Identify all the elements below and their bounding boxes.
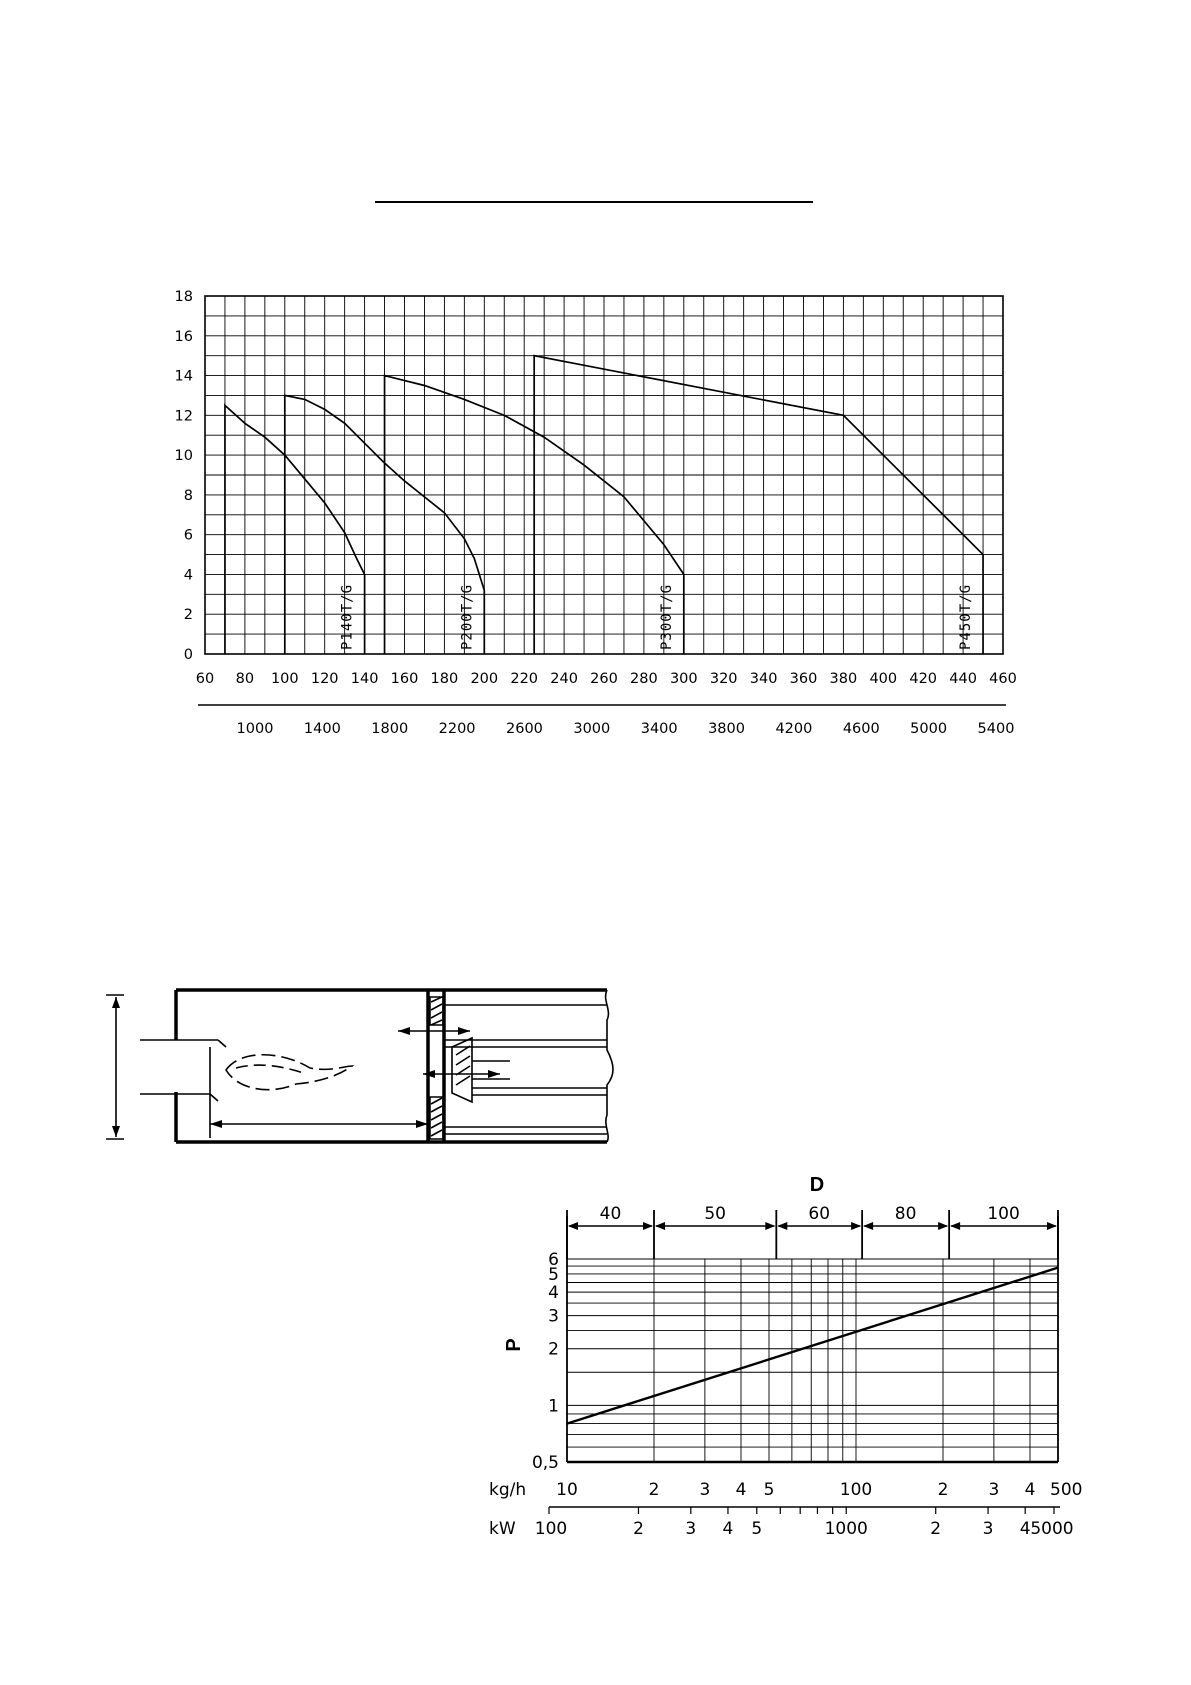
x-tick-label: 160 (390, 671, 419, 687)
band-arrowhead (643, 1222, 653, 1230)
x-tick-label: 200 (470, 671, 499, 687)
y-tick-label: 4 (548, 1283, 559, 1304)
y-tick-label: 3 (548, 1306, 559, 1327)
y-tick-label: 2 (183, 607, 193, 624)
y-tick-label: 4 (183, 567, 193, 584)
kw-tick-label: 5 (751, 1519, 763, 1539)
secondary-tick-label: 1800 (371, 721, 409, 737)
kw-tick-label: 1000 (824, 1519, 868, 1539)
kw-unit-label: kW (489, 1519, 516, 1539)
band-arrowhead (765, 1222, 775, 1230)
kg-tick-label: 100 (839, 1480, 873, 1500)
band-arrowhead (950, 1222, 960, 1230)
secondary-tick-label: 1000 (236, 721, 274, 737)
y-tick-label: 10 (174, 448, 193, 465)
y-tick-label: 5 (548, 1264, 559, 1285)
x-tick-label: 380 (829, 671, 858, 687)
kw-tick-label: 2 (633, 1519, 644, 1539)
band-arrowhead (851, 1222, 861, 1230)
x-tick-label: 120 (310, 671, 339, 687)
x-tick-label: 240 (550, 671, 578, 687)
chart2-title: D (809, 1174, 825, 1196)
band-label: 40 (599, 1204, 622, 1224)
x-tick-label: 260 (590, 671, 618, 687)
band-arrowhead (1047, 1222, 1057, 1230)
series-label: P300T/G (658, 583, 675, 650)
y-tick-label: 14 (174, 368, 193, 385)
secondary-tick-label: 2600 (506, 721, 543, 737)
x-tick-label: 180 (430, 671, 459, 687)
chart2-series (567, 1268, 1058, 1424)
band-label: 50 (704, 1204, 726, 1224)
band-arrowhead (777, 1222, 787, 1230)
x-tick-label: 440 (949, 671, 977, 687)
band-arrowhead (655, 1222, 665, 1230)
kw-tick-label: 3 (685, 1519, 697, 1539)
secondary-tick-label: 3000 (573, 721, 611, 737)
series-label: P450T/G (958, 583, 975, 650)
kw-tick-label: 4 (1019, 1519, 1031, 1539)
y-tick-label: 6 (548, 1250, 559, 1270)
x-tick-label: 60 (195, 671, 215, 687)
series-line-p (567, 1268, 1058, 1424)
y-tick-label: 16 (174, 328, 193, 345)
kw-tick-label: 4 (722, 1519, 734, 1539)
chart2-kg-axis (489, 1480, 1082, 1500)
x-tick-label: 280 (630, 671, 658, 687)
x-tick-label: 460 (989, 671, 1017, 687)
kg-unit-label: kg/h (489, 1480, 527, 1500)
secondary-tick-label: 2200 (438, 721, 476, 737)
kg-tick-label: 2 (937, 1480, 949, 1500)
kg-tick-label: 5 (763, 1480, 775, 1500)
y-tick-label: 8 (183, 487, 193, 504)
secondary-tick-label: 4600 (842, 721, 880, 737)
y-tick-label: 12 (174, 408, 193, 425)
secondary-tick-label: 4200 (775, 721, 813, 737)
y-tick-label: 0,5 (531, 1453, 559, 1473)
kg-tick-label: 500 (1050, 1480, 1083, 1500)
band-label: 80 (894, 1204, 917, 1224)
x-tick-label: 360 (789, 671, 818, 687)
y-tick-label: 1 (548, 1396, 559, 1417)
x-tick-label: 80 (235, 671, 255, 687)
x-tick-label: 220 (510, 671, 539, 687)
series-label: P200T/G (459, 583, 476, 650)
kg-tick-label: 3 (988, 1480, 1000, 1500)
band-arrowhead (938, 1222, 948, 1230)
chart2-d-bands (567, 1204, 1058, 1259)
chart2-kw-axis (489, 1507, 1074, 1539)
kw-tick-label: 3 (982, 1519, 994, 1539)
kg-tick-label: 10 (556, 1480, 578, 1500)
y-tick-label: 6 (183, 527, 193, 544)
x-tick-label: 100 (270, 671, 299, 687)
kw-tick-label: 5000 (1030, 1519, 1074, 1539)
series-label: P140T/G (339, 583, 356, 650)
band-label: 100 (987, 1204, 1020, 1224)
secondary-tick-label: 5400 (977, 721, 1015, 737)
secondary-tick-label: 1400 (303, 721, 341, 737)
y-tick-label: 2 (548, 1339, 559, 1360)
kg-tick-label: 3 (699, 1480, 711, 1500)
secondary-tick-label: 3400 (640, 721, 678, 737)
band-arrowhead (568, 1222, 578, 1230)
secondary-tick-label: 5000 (910, 721, 948, 737)
chart2-grid (567, 1216, 1058, 1462)
band-arrowhead (863, 1222, 873, 1230)
y-tick-label: 0 (183, 647, 193, 663)
chart2-y-ticks (532, 1250, 559, 1473)
kg-tick-label: 4 (1024, 1480, 1036, 1500)
band-label: 60 (808, 1204, 831, 1224)
y-tick-label: 18 (174, 289, 193, 305)
x-tick-label: 140 (350, 671, 379, 687)
kw-tick-label: 2 (930, 1519, 942, 1539)
x-tick-label: 340 (749, 671, 778, 687)
kw-tick-label: 100 (534, 1519, 568, 1539)
x-tick-label: 400 (869, 671, 898, 687)
x-tick-label: 420 (909, 671, 938, 687)
kg-tick-label: 4 (735, 1480, 747, 1500)
x-tick-label: 320 (709, 671, 738, 687)
kg-tick-label: 2 (648, 1480, 660, 1500)
chart2-y-label: P (503, 1338, 525, 1352)
secondary-tick-label: 3800 (708, 721, 745, 737)
x-tick-label: 300 (669, 671, 698, 687)
